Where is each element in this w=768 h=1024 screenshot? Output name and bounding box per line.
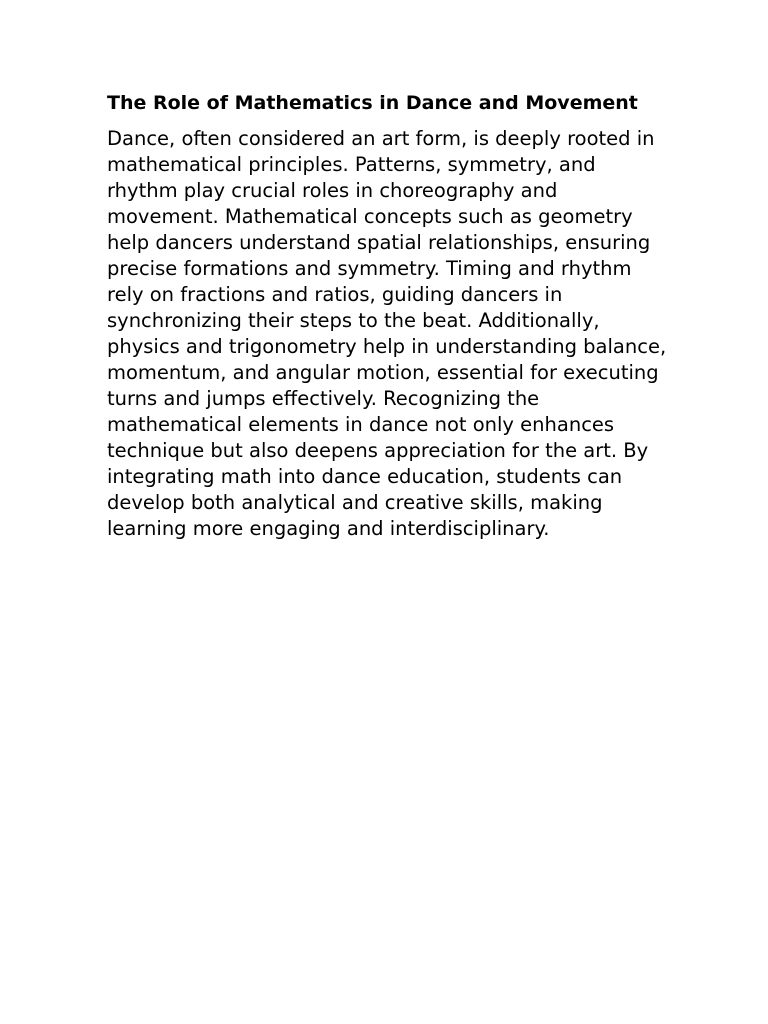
document-paragraph: Dance, often considered an art form, is deeply rooted in mathematical principles. Patterns, symmetry, and rhythm play crucial roles in choreography and movement. Mathematical concepts such as geometry help dancers understand spatial relationships, ensuring precise formations and symmetry. Timing and rhythm rely on fractions and ratios, guiding dancers in synchronizing their steps to the beat. Additionally, physics and trigonometry help in understanding balance, momentum, and angular motion, essential for executing turns and jumps effectively. Recognizing the mathematical elements in dance not only enhances technique but also deepens appreciation for the art. By integrating math into dance education, students can develop both analytical and creative skills, making learning more engaging and interdisciplinary. xyxy=(107,127,667,540)
document-title: The Role of Mathematics in Dance and Movement xyxy=(107,92,638,114)
document-page xyxy=(107,90,667,542)
